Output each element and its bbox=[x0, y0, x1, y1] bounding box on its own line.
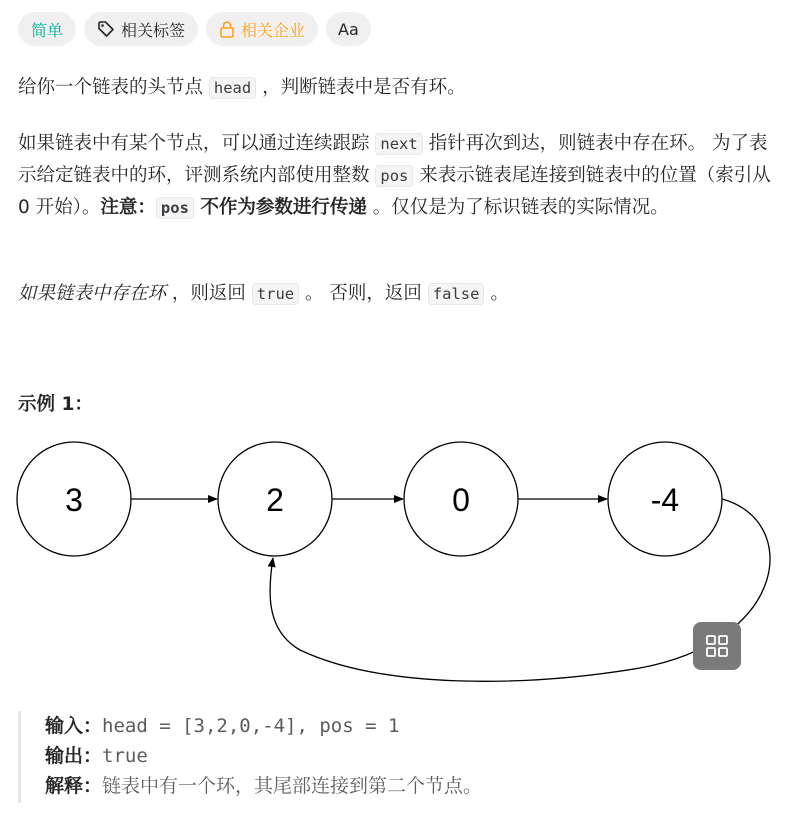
code-true: true bbox=[252, 283, 299, 305]
related-tags-button[interactable] bbox=[84, 12, 198, 46]
cycle-condition: 如果链表中存在环 bbox=[18, 283, 167, 304]
linked-list-diagram bbox=[0, 430, 794, 690]
example-title: 示例 1： bbox=[18, 394, 93, 415]
node-3-value: -4 bbox=[650, 482, 680, 518]
description-paragraph-2: 如果链表中有某个节点，可以通过连续跟踪 next 指针再次到达，则链表中存在环。 为了表示给定链表中的环，评测系统内部使用整数 pos 来表示链表尾连接到链表中的位置（索引从 0 开始）。注意： pos 不作为参数进行传递 。仅仅是为了标识链表的实际情况。 bbox=[18, 133, 771, 218]
example-output-value: true bbox=[102, 745, 148, 767]
example-explanation-value: 链表中有一个环，其尾部连接到第二个节点。 bbox=[102, 775, 483, 797]
code-false: false bbox=[428, 283, 485, 305]
code-pos: pos bbox=[375, 165, 413, 187]
difficulty-label: 简单 bbox=[31, 20, 64, 40]
example-input-value: head = [3,2,0,-4], pos = 1 bbox=[102, 715, 400, 737]
tag-bar bbox=[18, 12, 371, 46]
code-pos-bold: pos bbox=[156, 197, 194, 219]
code-head: head bbox=[209, 77, 256, 99]
qr-code-button[interactable] bbox=[693, 622, 741, 670]
node-3 bbox=[608, 442, 722, 556]
note-text: 不作为参数进行传递 bbox=[193, 197, 367, 218]
description-paragraph-1: 给你一个链表的头节点 head ，判断链表中是否有环。 bbox=[18, 77, 466, 98]
node-2 bbox=[404, 442, 518, 556]
related-companies-label: 相关企业 bbox=[241, 20, 306, 40]
translate-button[interactable] bbox=[326, 12, 371, 46]
related-tags-label: 相关标签 bbox=[121, 20, 186, 40]
tag-icon bbox=[97, 20, 115, 38]
translate-icon: Aa bbox=[338, 19, 359, 39]
node-1 bbox=[218, 442, 332, 556]
example-io-block bbox=[18, 711, 482, 803]
lock-icon bbox=[219, 20, 235, 38]
example-output: 输出：true bbox=[45, 745, 148, 767]
related-companies-button[interactable] bbox=[206, 12, 318, 46]
node-1-value: 2 bbox=[266, 482, 284, 518]
description-paragraph-3: 如果链表中存在环 ，则返回 true 。 否则，返回 false 。 bbox=[18, 283, 509, 304]
example-explanation: 解释：链表中有一个环，其尾部连接到第二个节点。 bbox=[45, 775, 483, 797]
qr-code-icon bbox=[705, 634, 729, 658]
node-0-value: 3 bbox=[65, 482, 83, 518]
note-label: 注意： bbox=[100, 197, 156, 218]
node-0 bbox=[17, 442, 131, 556]
difficulty-tag[interactable] bbox=[18, 12, 76, 46]
node-2-value: 0 bbox=[452, 482, 470, 518]
example-input: 输入：head = [3,2,0,-4], pos = 1 bbox=[45, 715, 400, 737]
code-next: next bbox=[375, 133, 422, 155]
